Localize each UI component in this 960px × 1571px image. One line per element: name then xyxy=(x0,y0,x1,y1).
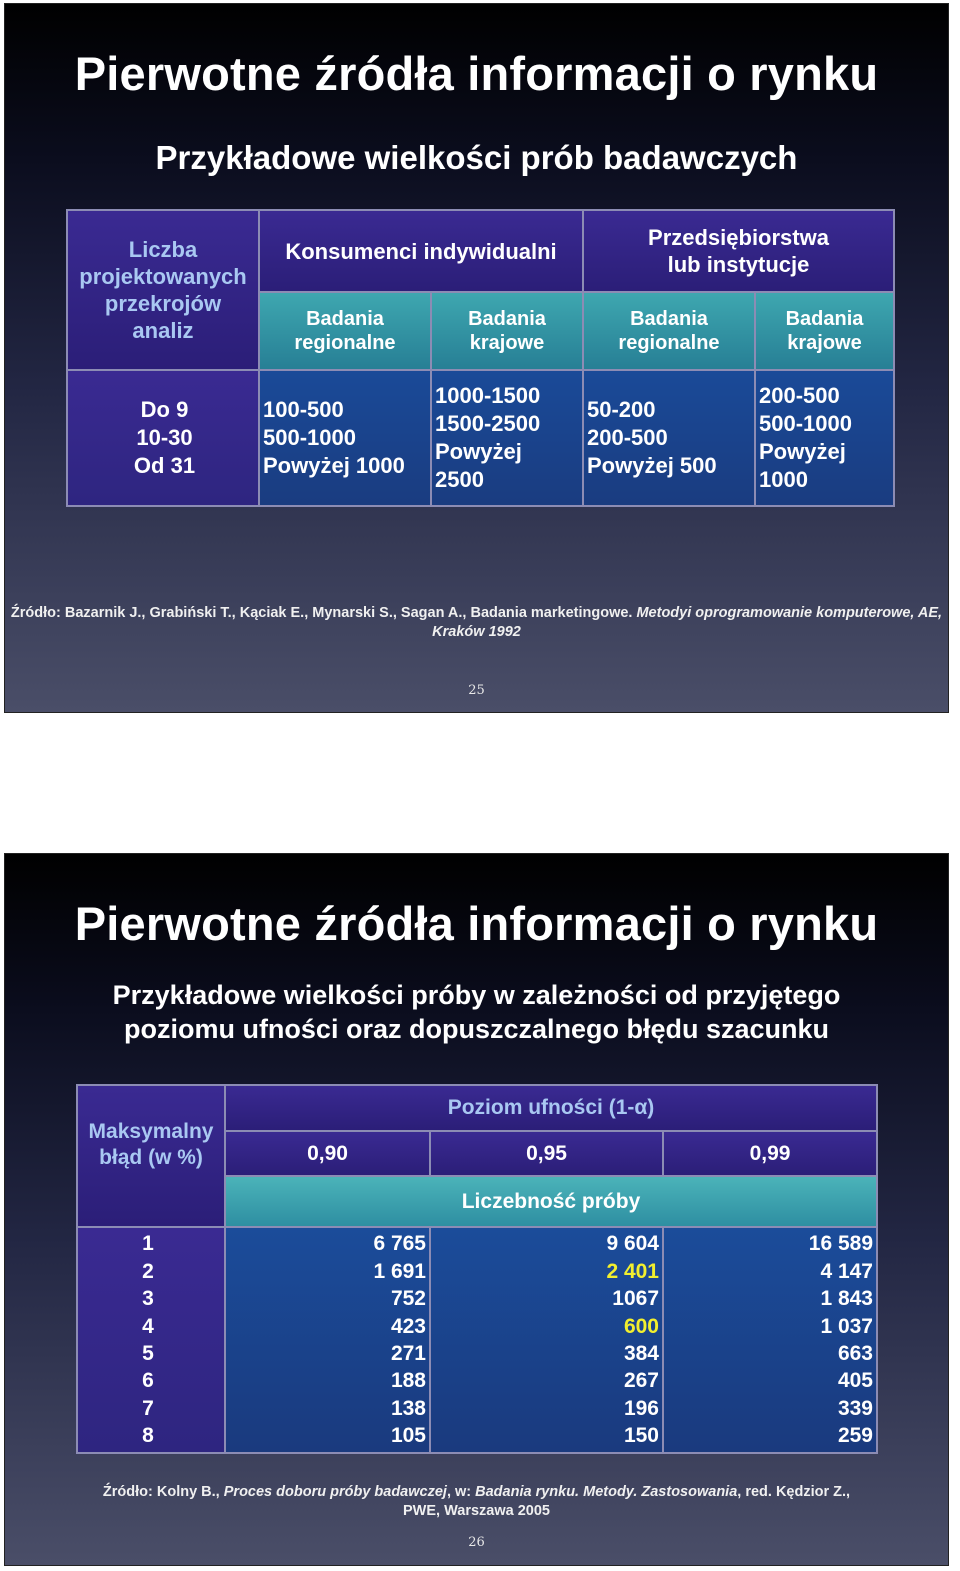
sample-value: 267 xyxy=(623,1369,659,1393)
row-label: 10-30 xyxy=(136,425,193,450)
cell-line: 1500-2500 xyxy=(435,411,541,436)
subheader-line: Badania xyxy=(785,308,864,330)
cell-line: Powyżej xyxy=(435,439,522,464)
column-090 xyxy=(225,1227,430,1453)
row-label: Do 9 xyxy=(140,397,189,422)
cell-companies-national xyxy=(755,370,894,506)
error-value: 1 xyxy=(142,1232,154,1256)
subheader-national xyxy=(431,292,583,370)
cell-line: 500-1000 xyxy=(759,411,852,436)
row-label-cell xyxy=(67,370,259,506)
subheader-national xyxy=(755,292,894,370)
source-note xyxy=(5,1483,948,1521)
subheader-line: Badania xyxy=(468,308,546,330)
sample-value: 663 xyxy=(837,1342,873,1365)
cell-line: 200-500 xyxy=(587,425,668,450)
corner-line: przekrojów xyxy=(104,291,222,316)
source-text: , w: xyxy=(446,1484,476,1500)
sample-value: 339 xyxy=(837,1396,873,1420)
sample-size-table xyxy=(66,209,895,507)
error-value: 8 xyxy=(142,1424,154,1448)
slide-26 xyxy=(4,853,949,1566)
subtitle-line: Przykładowe wielkości próby w zależności od przyjętego xyxy=(112,980,841,1010)
corner-line: Liczba xyxy=(128,237,198,262)
corner-header xyxy=(67,210,259,370)
slide-subtitle: Przykładowe wielkości prób badawczych xyxy=(155,139,798,176)
subheader-line: regionalne xyxy=(294,332,396,354)
source-italic: Proces doboru próby badawczej xyxy=(223,1484,447,1500)
highlighted-sample-value: 2 401 xyxy=(606,1259,659,1283)
group-header-companies xyxy=(583,210,894,292)
slide-title: Pierwotne źródła informacji o rynku xyxy=(74,47,879,100)
sample-value: 405 xyxy=(837,1369,873,1393)
cell-line: 1000 xyxy=(759,467,808,492)
column-095 xyxy=(430,1227,663,1453)
slide-25 xyxy=(4,3,949,713)
source-italic: Badania rynku. Metody. Zastosowania xyxy=(475,1484,738,1500)
sample-value: 384 xyxy=(623,1342,659,1365)
error-column xyxy=(77,1227,225,1453)
sample-value: 6 765 xyxy=(373,1232,426,1256)
source-line xyxy=(5,1483,948,1502)
subheader-regional xyxy=(583,292,755,370)
group-line: lub instytucje xyxy=(667,252,810,277)
sample-value: 16 589 xyxy=(808,1232,873,1256)
sample-value: 1 691 xyxy=(373,1259,426,1283)
sample-value: 138 xyxy=(390,1396,426,1420)
subtitle-line: poziomu ufności oraz dopuszczalnego błędu szacunku xyxy=(123,1014,830,1044)
page-number: 26 xyxy=(468,1535,485,1550)
sample-value: 423 xyxy=(390,1314,426,1338)
confidence-sample-table xyxy=(76,1084,878,1454)
corner-line: analiz xyxy=(132,318,194,343)
cell-line: 100-500 xyxy=(263,397,344,422)
subheader-line: regionalne xyxy=(618,332,720,354)
sample-value: 196 xyxy=(623,1396,659,1420)
page-number: 25 xyxy=(468,683,485,698)
cell-line: 200-500 xyxy=(759,383,840,408)
corner-line: błąd (w %) xyxy=(99,1146,203,1169)
confidence-level-header: Poziom ufności (1-α) xyxy=(225,1085,877,1131)
sample-value: 4 147 xyxy=(820,1259,873,1283)
source-note xyxy=(5,604,948,642)
subheader-line: krajowe xyxy=(787,332,862,354)
sample-value: 150 xyxy=(623,1424,659,1448)
cell-companies-regional xyxy=(583,370,755,506)
source-text: Źródło: Bazarnik J., Grabiński T., Kąciak E., Mynarski S., Sagan A., Badania marketingowe. xyxy=(10,605,637,621)
level-099: 0,99 xyxy=(663,1131,877,1176)
column-099 xyxy=(663,1227,877,1453)
level-095: 0,95 xyxy=(430,1131,663,1176)
cell-consumers-regional xyxy=(259,370,431,506)
cell-line: 50-200 xyxy=(587,397,656,422)
sample-value: 259 xyxy=(837,1424,873,1448)
subheader-regional xyxy=(259,292,431,370)
sample-value: 188 xyxy=(390,1369,426,1393)
group-line: Przedsiębiorstwa xyxy=(648,225,829,250)
error-value: 4 xyxy=(142,1314,154,1338)
level-090: 0,90 xyxy=(225,1131,430,1176)
sample-value: 752 xyxy=(390,1287,426,1311)
error-value: 2 xyxy=(142,1259,154,1283)
corner-line: Maksymalny xyxy=(88,1120,214,1143)
error-value: 5 xyxy=(142,1342,154,1365)
sample-size-header: Liczebność próby xyxy=(225,1176,877,1227)
source-text: Źródło: Kolny B., xyxy=(102,1484,224,1500)
source-line: PWE, Warszawa 2005 xyxy=(403,1503,550,1519)
cell-line: Powyżej 1000 xyxy=(263,453,405,478)
highlighted-sample-value: 600 xyxy=(623,1314,659,1338)
subheader-line: krajowe xyxy=(469,332,545,354)
slide-subtitle xyxy=(5,978,948,1046)
cell-line: 1000-1500 xyxy=(435,383,541,408)
cell-line: Powyżej xyxy=(759,439,846,464)
sample-value: 271 xyxy=(390,1342,426,1365)
sample-value: 1067 xyxy=(612,1287,659,1311)
cell-consumers-national xyxy=(431,370,583,506)
slide-title: Pierwotne źródła informacji o rynku xyxy=(74,897,879,950)
sample-value: 1 843 xyxy=(820,1287,873,1311)
cell-line: 500-1000 xyxy=(263,425,356,450)
error-value: 3 xyxy=(142,1287,154,1311)
corner-line: projektowanych xyxy=(79,264,247,289)
sample-value: 9 604 xyxy=(606,1232,659,1256)
source-italic: Metodyi oprogramowanie komputerowe, AE, Kraków 1992 xyxy=(432,605,943,640)
subheader-line: Badania xyxy=(630,308,708,330)
cell-line: Powyżej 500 xyxy=(587,453,717,478)
cell-line: 2500 xyxy=(435,467,484,492)
row-label: Od 31 xyxy=(133,453,196,478)
sample-value: 1 037 xyxy=(820,1314,873,1338)
error-value: 6 xyxy=(142,1369,154,1393)
subheader-line: Badania xyxy=(306,308,384,330)
corner-header xyxy=(77,1085,225,1227)
source-text: , red. Kędzior Z., xyxy=(737,1484,851,1500)
group-header-consumers: Konsumenci indywidualni xyxy=(259,210,583,292)
error-value: 7 xyxy=(142,1396,154,1420)
sample-value: 105 xyxy=(390,1424,426,1448)
